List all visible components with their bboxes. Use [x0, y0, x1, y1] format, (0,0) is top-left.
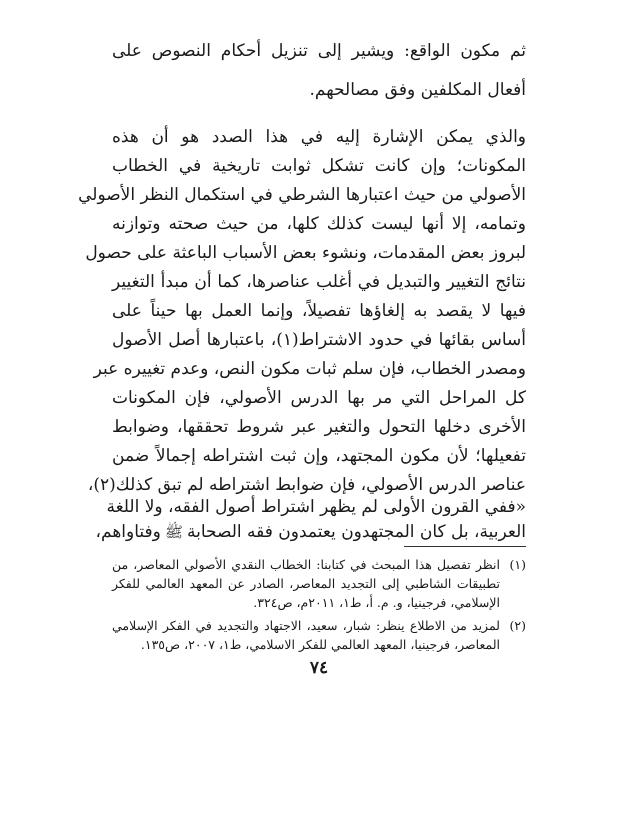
body-line-8: أساس بقائها في حدود الاشتراط(١)، باعتبارها أصل الأصول: [112, 330, 526, 350]
body-line-5: لبروز بعض المقدمات، ونشوء بعض الأسباب الباعثة على حصول: [85, 243, 526, 263]
body-line-13: عناصر الدرس الأصولي، فإن ضوابط اشتراطه لم تبق كذلك(٢)،: [87, 475, 526, 495]
footnote-1-number: (١): [509, 557, 526, 572]
page-number: ٧٤: [309, 658, 329, 678]
intro-line-2: أفعال المكلفين وفق مصالحهم.: [309, 80, 526, 100]
footnote-1-line-1: انظر تفصيل هذا المبحث في كتابنا: الخطاب النقدي الأصولي المعاصر، من: [112, 557, 500, 572]
footnote-2-line-1: لمزيد من الاطلاع ينظر: شبار، سعيد، الاجتهاد والتجديد في الفكر الإسلامي: [112, 618, 500, 633]
last-line-before: العربية، بل كان المجتهدون يعتمدون فقه الصحابة: [186, 522, 526, 542]
body-line-7: فيها لا يقصد به إلغاؤها تفصيلاً، وإنما العمل بها حيناً على: [112, 301, 526, 321]
footnote-1-line-3: الإسلامي، فرجينيا، و. م. أ، ط١، ٢٠١١م، ص٣٢٤.: [253, 595, 500, 610]
body-line-2: المكونات؛ وإن كانت تشكل ثوابت تاريخية في الخطاب: [112, 156, 526, 176]
body-line-11: الأخرى دخلها التحول والتغير عبر شروط تحققها، وضوابط: [112, 417, 526, 437]
footnote-2-line-2: المعاصر، فرجينيا، المعهد العالمي للفكر الاسلامي، ط١، ٢٠٠٧، ص١٣٥.: [140, 637, 500, 652]
body-line-1: والذي يمكن الإشارة إليه في هذا الصدد هو أن هذه: [112, 127, 526, 147]
last-line-after: وفتاواهم،: [95, 522, 161, 542]
body-line-10: كل المراحل التي مر بها الدرس الأصولي، فإن المكونات: [112, 388, 526, 408]
body-line-9: ومصدر الخطاب، فإن سلم ثبات مكون النص، وعدم تغييره عبر: [93, 359, 526, 379]
body-line-6: نتائج التغيير والتبديل في أغلب عناصرها، كما أن مبدأ التغيير: [112, 272, 526, 292]
footnote-1-line-2: تطبيقات الشاطبي إلى التجديد المعاصر، الصادر عن المعهد العالمي للفكر: [112, 576, 500, 591]
body-line-3: الأصولي من حيث اعتبارها الشرطي في استكمال النظر الأصولي: [78, 185, 526, 205]
honorific-glyph: ﷺ: [164, 523, 183, 541]
body-line-12: تفعيلها؛ لأن مكون المجتهد، وإن ثبت اشتراطه إجمالاً ضمن: [112, 446, 526, 466]
body-line-4: وتمامه، إلا أنها ليست كذلك كلها، من حيث صحته وتوازنه: [112, 214, 526, 234]
intro-line-1: ثم مكون الواقع: ويشير إلى تنزيل أحكام النصوص على: [112, 41, 526, 61]
body-line-14: «ففي القرون الأولى لم يظهر اشتراط أصول الفقه، ولا اللغة: [106, 497, 526, 517]
footnote-2-number: (٢): [509, 618, 526, 633]
body-last-line: [95, 519, 526, 545]
footnote-divider: [404, 546, 526, 547]
